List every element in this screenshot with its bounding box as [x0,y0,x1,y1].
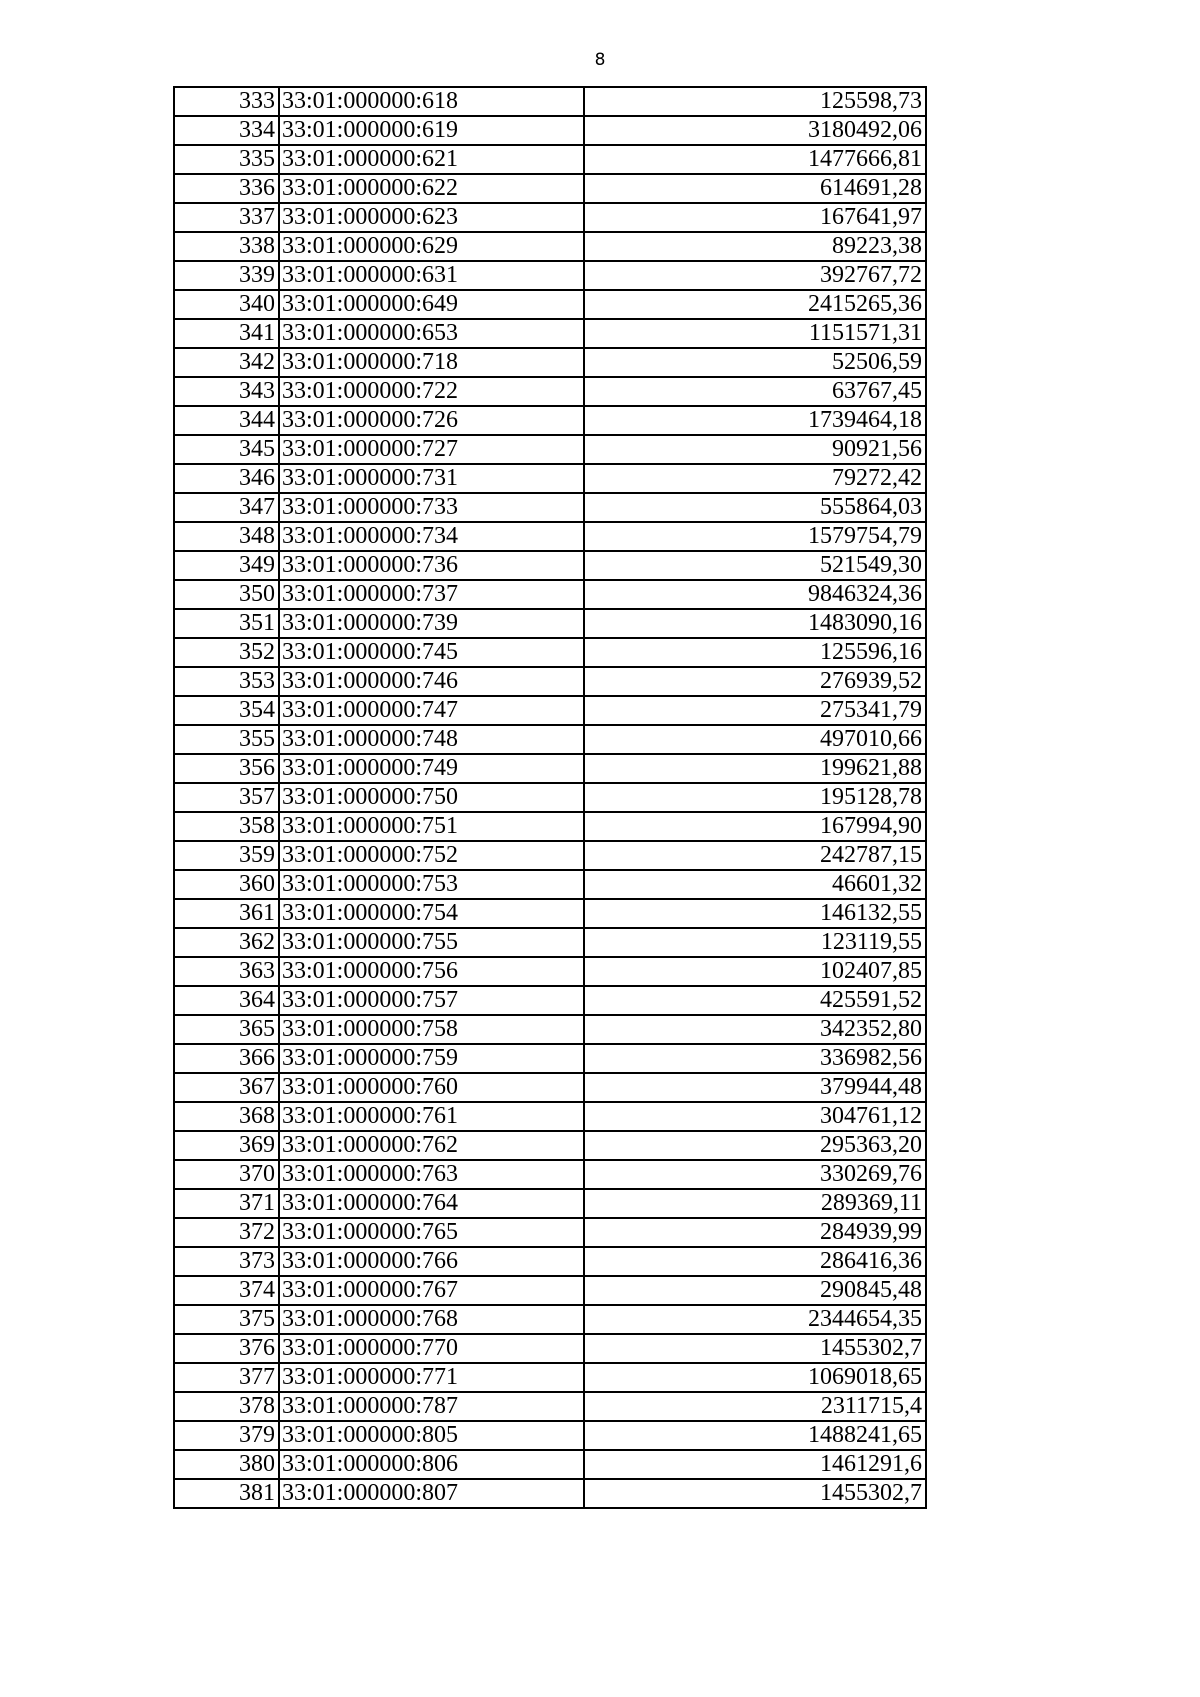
table-row [174,899,926,928]
cadastral-number-cell: 33:01:000000:756 [279,957,584,986]
cadastral-value-cell: 2415265,36 [584,290,926,319]
cadastral-number-cell: 33:01:000000:771 [279,1363,584,1392]
cadastral-number-cell: 33:01:000000:649 [279,290,584,319]
cadastral-number-cell: 33:01:000000:767 [279,1276,584,1305]
table-row [174,1044,926,1073]
cadastral-number-cell: 33:01:000000:622 [279,174,584,203]
cadastral-number-cell: 33:01:000000:759 [279,1044,584,1073]
table-row [174,580,926,609]
row-number-cell: 337 [174,203,279,232]
cadastral-value-cell: 1739464,18 [584,406,926,435]
cadastral-number-cell: 33:01:000000:726 [279,406,584,435]
cadastral-number-cell: 33:01:000000:746 [279,667,584,696]
table-row [174,435,926,464]
row-number-cell: 335 [174,145,279,174]
row-number-cell: 369 [174,1131,279,1160]
table-row [174,725,926,754]
row-number-cell: 345 [174,435,279,464]
cadastral-number-cell: 33:01:000000:761 [279,1102,584,1131]
cadastral-value-cell: 392767,72 [584,261,926,290]
row-number-cell: 366 [174,1044,279,1073]
cadastral-number-cell: 33:01:000000:748 [279,725,584,754]
row-number-cell: 362 [174,928,279,957]
table-row [174,841,926,870]
table-row [174,87,926,116]
table-row [174,203,926,232]
cadastral-number-cell: 33:01:000000:754 [279,899,584,928]
cadastral-value-cell: 146132,55 [584,899,926,928]
row-number-cell: 376 [174,1334,279,1363]
row-number-cell: 374 [174,1276,279,1305]
table-row [174,261,926,290]
cadastral-number-cell: 33:01:000000:739 [279,609,584,638]
cadastral-number-cell: 33:01:000000:737 [279,580,584,609]
table-row [174,464,926,493]
cadastral-value-cell: 3180492,06 [584,116,926,145]
table-row [174,1305,926,1334]
row-number-cell: 340 [174,290,279,319]
table-row [174,377,926,406]
cadastral-value-cell: 167641,97 [584,203,926,232]
table-row [174,174,926,203]
cadastral-value-cell: 242787,15 [584,841,926,870]
cadastral-value-cell: 167994,90 [584,812,926,841]
cadastral-number-cell: 33:01:000000:747 [279,696,584,725]
table-row [174,1276,926,1305]
row-number-cell: 344 [174,406,279,435]
cadastral-value-cell: 425591,52 [584,986,926,1015]
cadastral-value-cell: 2344654,35 [584,1305,926,1334]
table-row [174,290,926,319]
cadastral-value-cell: 46601,32 [584,870,926,899]
cadastral-number-cell: 33:01:000000:751 [279,812,584,841]
row-number-cell: 338 [174,232,279,261]
cadastral-value-cell: 379944,48 [584,1073,926,1102]
row-number-cell: 381 [174,1479,279,1508]
cadastral-value-cell: 330269,76 [584,1160,926,1189]
cadastral-number-cell: 33:01:000000:758 [279,1015,584,1044]
row-number-cell: 359 [174,841,279,870]
row-number-cell: 364 [174,986,279,1015]
cadastral-number-cell: 33:01:000000:618 [279,87,584,116]
row-number-cell: 365 [174,1015,279,1044]
row-number-cell: 378 [174,1392,279,1421]
row-number-cell: 373 [174,1247,279,1276]
table-row [174,1015,926,1044]
cadastral-value-cell: 89223,38 [584,232,926,261]
table-row [174,1363,926,1392]
table-row [174,1160,926,1189]
row-number-cell: 346 [174,464,279,493]
row-number-cell: 339 [174,261,279,290]
row-number-cell: 367 [174,1073,279,1102]
cadastral-number-cell: 33:01:000000:727 [279,435,584,464]
cadastral-value-cell: 295363,20 [584,1131,926,1160]
cadastral-number-cell: 33:01:000000:629 [279,232,584,261]
cadastral-number-cell: 33:01:000000:766 [279,1247,584,1276]
cadastral-value-cell: 102407,85 [584,957,926,986]
cadastral-number-cell: 33:01:000000:762 [279,1131,584,1160]
row-number-cell: 360 [174,870,279,899]
row-number-cell: 341 [174,319,279,348]
table-body [174,87,926,1508]
cadastral-number-cell: 33:01:000000:750 [279,783,584,812]
cadastral-value-cell: 1151571,31 [584,319,926,348]
cadastral-value-cell: 123119,55 [584,928,926,957]
table-row [174,145,926,174]
cadastral-value-cell: 276939,52 [584,667,926,696]
table-row [174,522,926,551]
row-number-cell: 349 [174,551,279,580]
cadastral-number-cell: 33:01:000000:653 [279,319,584,348]
row-number-cell: 377 [174,1363,279,1392]
cadastral-value-cell: 555864,03 [584,493,926,522]
cadastral-number-cell: 33:01:000000:619 [279,116,584,145]
cadastral-number-cell: 33:01:000000:733 [279,493,584,522]
cadastral-number-cell: 33:01:000000:722 [279,377,584,406]
row-number-cell: 350 [174,580,279,609]
table-row [174,986,926,1015]
cadastral-value-cell: 289369,11 [584,1189,926,1218]
cadastral-value-cell: 1069018,65 [584,1363,926,1392]
row-number-cell: 334 [174,116,279,145]
cadastral-value-cell: 2311715,4 [584,1392,926,1421]
cadastral-value-cell: 614691,28 [584,174,926,203]
row-number-cell: 343 [174,377,279,406]
cadastral-value-cell: 1579754,79 [584,522,926,551]
cadastral-value-cell: 9846324,36 [584,580,926,609]
table-row [174,1189,926,1218]
cadastral-value-cell: 199621,88 [584,754,926,783]
row-number-cell: 372 [174,1218,279,1247]
table-row [174,667,926,696]
cadastral-value-cell: 79272,42 [584,464,926,493]
cadastral-number-cell: 33:01:000000:752 [279,841,584,870]
row-number-cell: 361 [174,899,279,928]
table-row [174,783,926,812]
cadastral-value-cell: 1455302,7 [584,1334,926,1363]
cadastral-value-cell: 275341,79 [584,696,926,725]
cadastral-number-cell: 33:01:000000:807 [279,1479,584,1508]
cadastral-value-cell: 336982,56 [584,1044,926,1073]
cadastral-value-cell: 1488241,65 [584,1421,926,1450]
cadastral-value-cell: 290845,48 [584,1276,926,1305]
row-number-cell: 352 [174,638,279,667]
row-number-cell: 356 [174,754,279,783]
cadastral-number-cell: 33:01:000000:749 [279,754,584,783]
row-number-cell: 363 [174,957,279,986]
cadastral-number-cell: 33:01:000000:745 [279,638,584,667]
table-row [174,609,926,638]
table-row [174,957,926,986]
cadastral-number-cell: 33:01:000000:755 [279,928,584,957]
table-row [174,870,926,899]
table-row [174,1334,926,1363]
cadastral-value-cell: 1483090,16 [584,609,926,638]
row-number-cell: 380 [174,1450,279,1479]
table-row [174,116,926,145]
table-row [174,232,926,261]
cadastral-value-cell: 342352,80 [584,1015,926,1044]
cadastral-value-cell: 195128,78 [584,783,926,812]
row-number-cell: 348 [174,522,279,551]
cadastral-number-cell: 33:01:000000:621 [279,145,584,174]
cadastral-number-cell: 33:01:000000:753 [279,870,584,899]
cadastral-value-cell: 63767,45 [584,377,926,406]
cadastral-value-cell: 1455302,7 [584,1479,926,1508]
row-number-cell: 375 [174,1305,279,1334]
table-row [174,1479,926,1508]
table-row [174,638,926,667]
table-row [174,1073,926,1102]
row-number-cell: 351 [174,609,279,638]
row-number-cell: 357 [174,783,279,812]
cadastral-value-cell: 125598,73 [584,87,926,116]
cadastral-value-table [173,86,927,1509]
cadastral-value-cell: 52506,59 [584,348,926,377]
table-row [174,696,926,725]
row-number-cell: 336 [174,174,279,203]
cadastral-number-cell: 33:01:000000:623 [279,203,584,232]
cadastral-number-cell: 33:01:000000:760 [279,1073,584,1102]
table-row [174,1102,926,1131]
cadastral-number-cell: 33:01:000000:787 [279,1392,584,1421]
cadastral-number-cell: 33:01:000000:757 [279,986,584,1015]
cadastral-number-cell: 33:01:000000:718 [279,348,584,377]
row-number-cell: 371 [174,1189,279,1218]
row-number-cell: 370 [174,1160,279,1189]
cadastral-value-cell: 1477666,81 [584,145,926,174]
cadastral-value-cell: 90921,56 [584,435,926,464]
cadastral-value-cell: 521549,30 [584,551,926,580]
cadastral-number-cell: 33:01:000000:734 [279,522,584,551]
row-number-cell: 355 [174,725,279,754]
row-number-cell: 353 [174,667,279,696]
row-number-cell: 358 [174,812,279,841]
table-row [174,551,926,580]
cadastral-value-cell: 1461291,6 [584,1450,926,1479]
row-number-cell: 368 [174,1102,279,1131]
table-row [174,1392,926,1421]
cadastral-value-cell: 286416,36 [584,1247,926,1276]
table-row [174,319,926,348]
table-row [174,928,926,957]
table-row [174,754,926,783]
table-row [174,1450,926,1479]
cadastral-number-cell: 33:01:000000:765 [279,1218,584,1247]
row-number-cell: 354 [174,696,279,725]
cadastral-number-cell: 33:01:000000:763 [279,1160,584,1189]
table-row [174,1247,926,1276]
page-number: 8 [594,50,606,70]
cadastral-value-cell: 304761,12 [584,1102,926,1131]
cadastral-number-cell: 33:01:000000:806 [279,1450,584,1479]
cadastral-number-cell: 33:01:000000:764 [279,1189,584,1218]
cadastral-number-cell: 33:01:000000:805 [279,1421,584,1450]
cadastral-number-cell: 33:01:000000:631 [279,261,584,290]
row-number-cell: 342 [174,348,279,377]
cadastral-number-cell: 33:01:000000:731 [279,464,584,493]
table-row [174,1421,926,1450]
table-row [174,1131,926,1160]
table-row [174,493,926,522]
row-number-cell: 379 [174,1421,279,1450]
cadastral-number-cell: 33:01:000000:770 [279,1334,584,1363]
row-number-cell: 333 [174,87,279,116]
cadastral-number-cell: 33:01:000000:736 [279,551,584,580]
table-row [174,812,926,841]
cadastral-value-cell: 125596,16 [584,638,926,667]
table-row [174,348,926,377]
cadastral-number-cell: 33:01:000000:768 [279,1305,584,1334]
cadastral-value-cell: 284939,99 [584,1218,926,1247]
table-row [174,1218,926,1247]
row-number-cell: 347 [174,493,279,522]
table-row [174,406,926,435]
cadastral-value-cell: 497010,66 [584,725,926,754]
